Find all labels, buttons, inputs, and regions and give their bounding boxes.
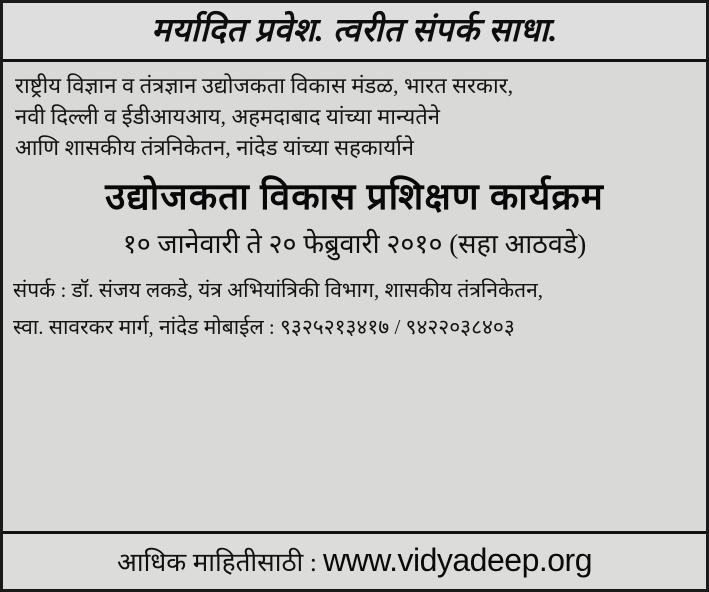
sponsor-approval-block: [3, 62, 706, 170]
contact-line-2: स्वा. सावरकर मार्ग, नांदेड मोबाईल : ९३२५२१३४१७ / ९४२२०३८४०३: [13, 314, 515, 339]
program-title: उद्योजकता विकास प्रशिक्षण कार्यक्रम: [105, 176, 604, 218]
website-url[interactable]: www.vidyadeep.org: [323, 542, 592, 578]
sponsor-line-3: आणि शासकीय तंत्रनिकेतन, नांदेड यांच्या सहकार्याने: [15, 135, 415, 161]
headline-band: [3, 3, 706, 62]
sponsor-line-2: नवी दिल्ली व ईडीआयआय, अहमदाबाद यांच्या मान्यतेने: [15, 104, 440, 130]
more-info-label: आधिक माहितीसाठी :: [117, 548, 318, 577]
contact-line-1: संपर्क : डॉ. संजय लकडे, यंत्र अभियांत्रिकी विभाग, शासकीय तंत्रनिकेतन,: [13, 277, 544, 302]
program-dates: १० जानेवारी ते २० फेब्रुवारी २०१० (सहा आठवडे): [122, 229, 587, 260]
sponsor-line-1: राष्ट्रीय विज्ञान व तंत्रज्ञान उद्योजकता विकास मंडळ, भारत सरकार,: [15, 72, 514, 98]
program-title-band: [3, 170, 706, 222]
contact-block: [3, 268, 706, 531]
program-dates-band: [3, 222, 706, 268]
headline-limited-admission: मर्यादित प्रवेश. त्वरीत संपर्क साधा.: [151, 13, 558, 49]
website-band: [3, 531, 706, 589]
